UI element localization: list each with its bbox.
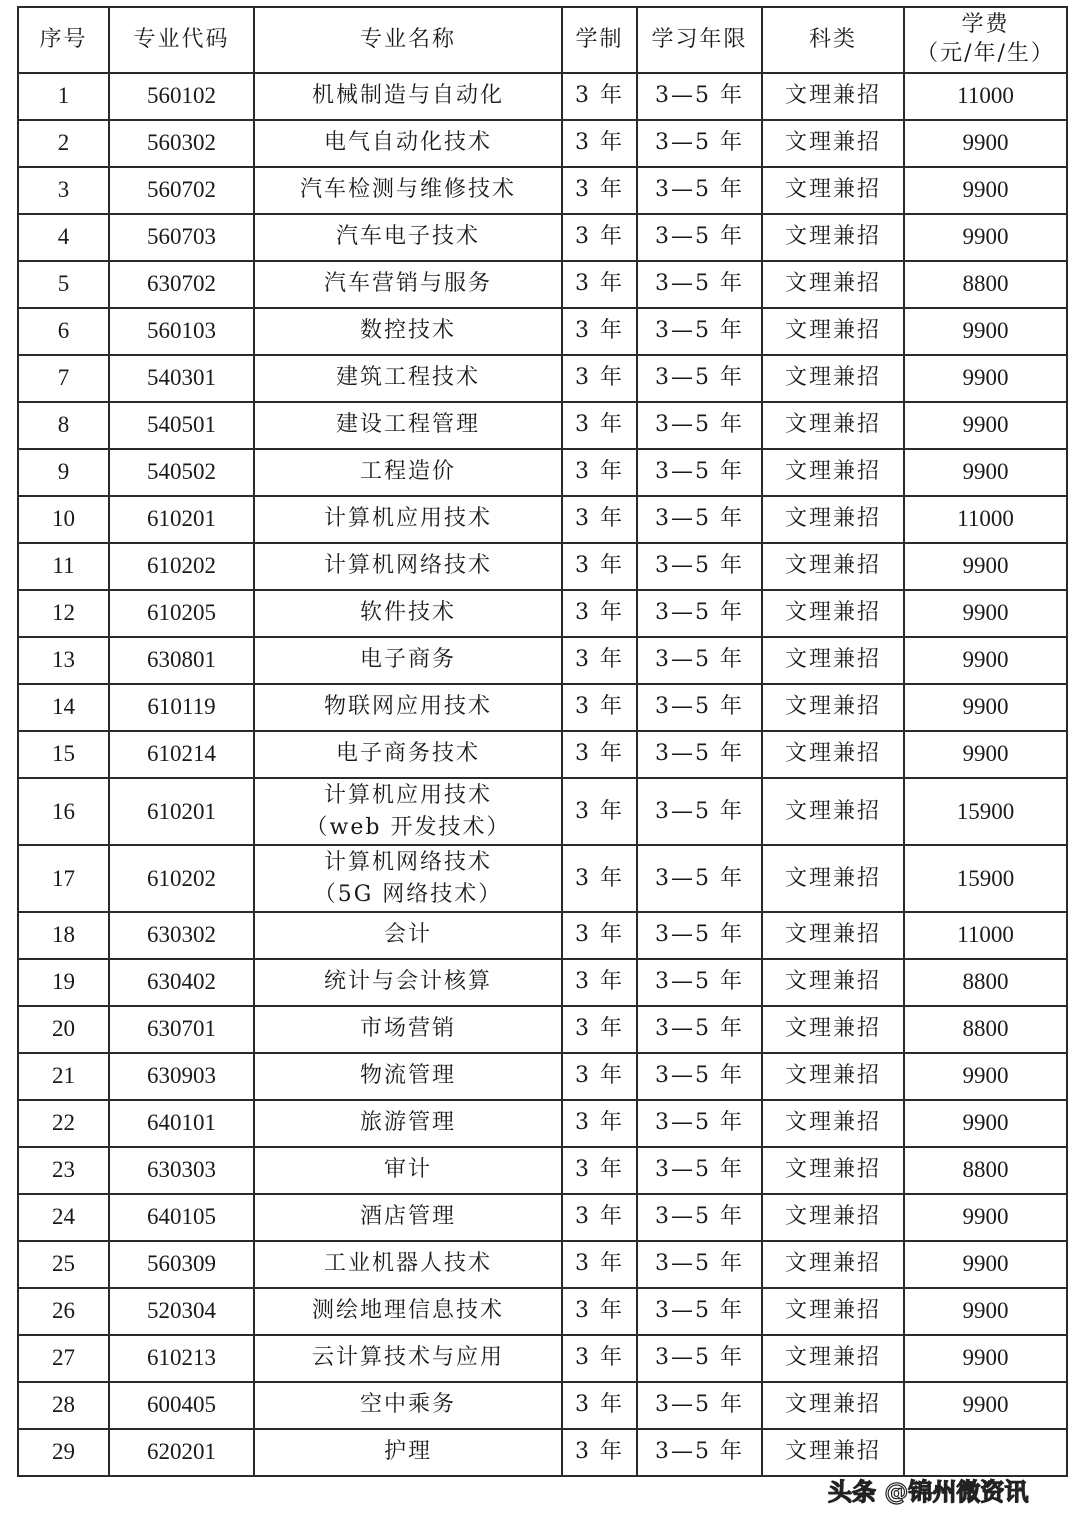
- cell-index: 22: [18, 1100, 109, 1147]
- table-body: [18, 73, 1067, 1476]
- header-name: 专业名称: [254, 7, 562, 73]
- cell-category: 文理兼招: [762, 449, 904, 496]
- cell-fee: 9900: [904, 1288, 1067, 1335]
- cell-code: 540301: [109, 355, 254, 402]
- table-row: [18, 167, 1067, 214]
- table-row: [18, 845, 1067, 912]
- cell-index: 24: [18, 1194, 109, 1241]
- cell-index: 21: [18, 1053, 109, 1100]
- cell-index: 27: [18, 1335, 109, 1382]
- cell-category: 文理兼招: [762, 912, 904, 959]
- cell-code: 610205: [109, 590, 254, 637]
- cell-fee: 11000: [904, 73, 1067, 120]
- cell-index: 11: [18, 543, 109, 590]
- cell-code: 560102: [109, 73, 254, 120]
- cell-category: 文理兼招: [762, 1194, 904, 1241]
- cell-category: 文理兼招: [762, 1288, 904, 1335]
- cell-fee: 9900: [904, 684, 1067, 731]
- cell-fee: 8800: [904, 1006, 1067, 1053]
- table-row: [18, 402, 1067, 449]
- cell-name: 软件技术: [254, 590, 562, 637]
- cell-fee: 9900: [904, 1382, 1067, 1429]
- table-row: [18, 496, 1067, 543]
- cell-category: 文理兼招: [762, 214, 904, 261]
- cell-fee: 11000: [904, 912, 1067, 959]
- cell-category: 文理兼招: [762, 1053, 904, 1100]
- cell-name: 电子商务: [254, 637, 562, 684]
- cell-code: 630402: [109, 959, 254, 1006]
- cell-code: 610201: [109, 496, 254, 543]
- table-row: [18, 543, 1067, 590]
- cell-study-years: 3—5 年: [637, 449, 762, 496]
- major-name-line2: （5G 网络技术）: [313, 881, 503, 907]
- majors-table-container: [17, 6, 1066, 1477]
- cell-index: 9: [18, 449, 109, 496]
- major-name-line1: 计算机网络技术: [323, 849, 492, 875]
- major-name-line1: 计算机应用技术: [323, 782, 492, 808]
- cell-category: 文理兼招: [762, 1335, 904, 1382]
- cell-category: 文理兼招: [762, 590, 904, 637]
- cell-name: 物流管理: [254, 1053, 562, 1100]
- cell-name: 市场营销: [254, 1006, 562, 1053]
- cell-name: 审计: [254, 1147, 562, 1194]
- cell-study-years: 3—5 年: [637, 214, 762, 261]
- cell-name: 工程造价: [254, 449, 562, 496]
- cell-name: 电子商务技术: [254, 731, 562, 778]
- table-row: [18, 1194, 1067, 1241]
- cell-index: 6: [18, 308, 109, 355]
- cell-fee: 9900: [904, 402, 1067, 449]
- cell-name: 汽车营销与服务: [254, 261, 562, 308]
- cell-code: 560703: [109, 214, 254, 261]
- cell-duration: 3 年: [562, 778, 637, 845]
- cell-duration: 3 年: [562, 355, 637, 402]
- table-row: [18, 959, 1067, 1006]
- cell-fee: 9900: [904, 1335, 1067, 1382]
- cell-category: 文理兼招: [762, 120, 904, 167]
- cell-fee: 8800: [904, 1147, 1067, 1194]
- cell-duration: 3 年: [562, 637, 637, 684]
- cell-code: 610202: [109, 543, 254, 590]
- cell-index: 4: [18, 214, 109, 261]
- table-row: [18, 1335, 1067, 1382]
- cell-study-years: 3—5 年: [637, 1147, 762, 1194]
- cell-fee: 15900: [904, 778, 1067, 845]
- cell-duration: 3 年: [562, 1335, 637, 1382]
- cell-index: 23: [18, 1147, 109, 1194]
- cell-study-years: 3—5 年: [637, 684, 762, 731]
- cell-category: 文理兼招: [762, 637, 904, 684]
- cell-code: 560702: [109, 167, 254, 214]
- cell-study-years: 3—5 年: [637, 543, 762, 590]
- majors-fee-table: [17, 6, 1068, 1477]
- table-header-row: [18, 7, 1067, 73]
- cell-fee: 9900: [904, 308, 1067, 355]
- cell-category: 文理兼招: [762, 402, 904, 449]
- cell-code: 610214: [109, 731, 254, 778]
- cell-study-years: 3—5 年: [637, 261, 762, 308]
- cell-category: 文理兼招: [762, 731, 904, 778]
- cell-code: 630801: [109, 637, 254, 684]
- cell-study-years: 3—5 年: [637, 1194, 762, 1241]
- cell-duration: 3 年: [562, 1100, 637, 1147]
- cell-fee: 9900: [904, 449, 1067, 496]
- cell-code: 620201: [109, 1429, 254, 1476]
- table-row: [18, 731, 1067, 778]
- cell-duration: 3 年: [562, 1194, 637, 1241]
- cell-index: 29: [18, 1429, 109, 1476]
- cell-name: 酒店管理: [254, 1194, 562, 1241]
- cell-name: 测绘地理信息技术: [254, 1288, 562, 1335]
- cell-study-years: 3—5 年: [637, 778, 762, 845]
- cell-fee: 8800: [904, 261, 1067, 308]
- cell-name: 电气自动化技术: [254, 120, 562, 167]
- cell-fee: 9900: [904, 1241, 1067, 1288]
- header-code: 专业代码: [109, 7, 254, 73]
- cell-code: 610213: [109, 1335, 254, 1382]
- cell-duration: 3 年: [562, 120, 637, 167]
- table-row: [18, 214, 1067, 261]
- cell-category: 文理兼招: [762, 167, 904, 214]
- cell-study-years: 3—5 年: [637, 73, 762, 120]
- cell-name: 建设工程管理: [254, 402, 562, 449]
- cell-code: 630903: [109, 1053, 254, 1100]
- cell-fee: [904, 1429, 1067, 1476]
- cell-fee: 9900: [904, 214, 1067, 261]
- cell-study-years: 3—5 年: [637, 1335, 762, 1382]
- table-row: [18, 1288, 1067, 1335]
- header-fee-label: 学费: [961, 12, 1010, 38]
- table-row: [18, 684, 1067, 731]
- table-row: [18, 308, 1067, 355]
- cell-duration: 3 年: [562, 731, 637, 778]
- cell-duration: 3 年: [562, 1006, 637, 1053]
- cell-study-years: 3—5 年: [637, 1288, 762, 1335]
- watermark-text: 头条 @锦州微资讯: [828, 1478, 1029, 1506]
- cell-category: 文理兼招: [762, 355, 904, 402]
- cell-name: [254, 845, 562, 912]
- cell-code: 520304: [109, 1288, 254, 1335]
- cell-fee: 9900: [904, 1194, 1067, 1241]
- cell-duration: 3 年: [562, 1241, 637, 1288]
- cell-fee: 9900: [904, 637, 1067, 684]
- cell-name: 空中乘务: [254, 1382, 562, 1429]
- cell-code: 560103: [109, 308, 254, 355]
- cell-duration: 3 年: [562, 214, 637, 261]
- cell-duration: 3 年: [562, 308, 637, 355]
- cell-name: 物联网应用技术: [254, 684, 562, 731]
- cell-name: 数控技术: [254, 308, 562, 355]
- cell-name: 会计: [254, 912, 562, 959]
- cell-study-years: 3—5 年: [637, 637, 762, 684]
- cell-category: 文理兼招: [762, 1006, 904, 1053]
- cell-duration: 3 年: [562, 402, 637, 449]
- cell-name: [254, 778, 562, 845]
- table-row: [18, 449, 1067, 496]
- cell-duration: 3 年: [562, 449, 637, 496]
- cell-name: 旅游管理: [254, 1100, 562, 1147]
- cell-fee: 9900: [904, 543, 1067, 590]
- cell-duration: 3 年: [562, 543, 637, 590]
- cell-index: 2: [18, 120, 109, 167]
- cell-category: 文理兼招: [762, 1100, 904, 1147]
- cell-category: 文理兼招: [762, 845, 904, 912]
- cell-index: 14: [18, 684, 109, 731]
- cell-study-years: 3—5 年: [637, 402, 762, 449]
- cell-category: 文理兼招: [762, 1382, 904, 1429]
- cell-code: 640105: [109, 1194, 254, 1241]
- cell-index: 25: [18, 1241, 109, 1288]
- cell-name: 工业机器人技术: [254, 1241, 562, 1288]
- cell-name: 计算机应用技术: [254, 496, 562, 543]
- header-fee-unit: （元/年/生）: [916, 41, 1055, 66]
- cell-code: 600405: [109, 1382, 254, 1429]
- cell-name: 护理: [254, 1429, 562, 1476]
- cell-index: 1: [18, 73, 109, 120]
- header-category: 科类: [762, 7, 904, 73]
- cell-study-years: 3—5 年: [637, 1241, 762, 1288]
- table-row: [18, 1429, 1067, 1476]
- cell-duration: 3 年: [562, 1429, 637, 1476]
- cell-study-years: 3—5 年: [637, 120, 762, 167]
- cell-duration: 3 年: [562, 959, 637, 1006]
- cell-category: 文理兼招: [762, 261, 904, 308]
- cell-fee: 9900: [904, 355, 1067, 402]
- major-name-line2: （web 开发技术）: [305, 814, 511, 840]
- cell-index: 7: [18, 355, 109, 402]
- cell-index: 26: [18, 1288, 109, 1335]
- cell-duration: 3 年: [562, 590, 637, 637]
- cell-duration: 3 年: [562, 1288, 637, 1335]
- cell-code: 610119: [109, 684, 254, 731]
- cell-study-years: 3—5 年: [637, 308, 762, 355]
- cell-name: 汽车电子技术: [254, 214, 562, 261]
- cell-index: 15: [18, 731, 109, 778]
- table-row: [18, 1100, 1067, 1147]
- cell-index: 13: [18, 637, 109, 684]
- cell-study-years: 3—5 年: [637, 1382, 762, 1429]
- table-row: [18, 637, 1067, 684]
- cell-category: 文理兼招: [762, 543, 904, 590]
- cell-duration: 3 年: [562, 1053, 637, 1100]
- cell-index: 16: [18, 778, 109, 845]
- cell-code: 630701: [109, 1006, 254, 1053]
- cell-duration: 3 年: [562, 845, 637, 912]
- cell-duration: 3 年: [562, 496, 637, 543]
- cell-code: 560309: [109, 1241, 254, 1288]
- table-row: [18, 1241, 1067, 1288]
- cell-study-years: 3—5 年: [637, 845, 762, 912]
- cell-category: 文理兼招: [762, 778, 904, 845]
- cell-category: 文理兼招: [762, 308, 904, 355]
- cell-code: 560302: [109, 120, 254, 167]
- cell-fee: 9900: [904, 1053, 1067, 1100]
- cell-category: 文理兼招: [762, 959, 904, 1006]
- cell-duration: 3 年: [562, 684, 637, 731]
- cell-fee: 9900: [904, 167, 1067, 214]
- cell-fee: 9900: [904, 1100, 1067, 1147]
- cell-fee: 9900: [904, 590, 1067, 637]
- cell-study-years: 3—5 年: [637, 590, 762, 637]
- cell-duration: 3 年: [562, 73, 637, 120]
- cell-index: 3: [18, 167, 109, 214]
- cell-category: 文理兼招: [762, 496, 904, 543]
- cell-study-years: 3—5 年: [637, 912, 762, 959]
- table-row: [18, 261, 1067, 308]
- table-row: [18, 1053, 1067, 1100]
- cell-category: 文理兼招: [762, 684, 904, 731]
- cell-name: 建筑工程技术: [254, 355, 562, 402]
- table-row: [18, 1147, 1067, 1194]
- cell-study-years: 3—5 年: [637, 959, 762, 1006]
- cell-fee: 9900: [904, 731, 1067, 778]
- cell-index: 10: [18, 496, 109, 543]
- header-study-years: 学习年限: [637, 7, 762, 73]
- cell-name: 云计算技术与应用: [254, 1335, 562, 1382]
- cell-category: 文理兼招: [762, 1147, 904, 1194]
- cell-code: 540502: [109, 449, 254, 496]
- cell-study-years: 3—5 年: [637, 496, 762, 543]
- cell-code: 630303: [109, 1147, 254, 1194]
- cell-category: 文理兼招: [762, 73, 904, 120]
- cell-code: 640101: [109, 1100, 254, 1147]
- header-index: 序号: [18, 7, 109, 73]
- cell-fee: 15900: [904, 845, 1067, 912]
- cell-index: 12: [18, 590, 109, 637]
- table-row: [18, 73, 1067, 120]
- cell-duration: 3 年: [562, 1147, 637, 1194]
- cell-category: 文理兼招: [762, 1429, 904, 1476]
- table-row: [18, 120, 1067, 167]
- cell-index: 8: [18, 402, 109, 449]
- cell-code: 610202: [109, 845, 254, 912]
- cell-code: 540501: [109, 402, 254, 449]
- cell-study-years: 3—5 年: [637, 1006, 762, 1053]
- cell-study-years: 3—5 年: [637, 1053, 762, 1100]
- table-row: [18, 355, 1067, 402]
- cell-fee: 9900: [904, 120, 1067, 167]
- table-row: [18, 1006, 1067, 1053]
- table-row: [18, 912, 1067, 959]
- cell-category: 文理兼招: [762, 1241, 904, 1288]
- cell-code: 630702: [109, 261, 254, 308]
- cell-name: 统计与会计核算: [254, 959, 562, 1006]
- cell-fee: 11000: [904, 496, 1067, 543]
- cell-duration: 3 年: [562, 167, 637, 214]
- cell-study-years: 3—5 年: [637, 167, 762, 214]
- cell-index: 28: [18, 1382, 109, 1429]
- header-duration: 学制: [562, 7, 637, 73]
- cell-name: 计算机网络技术: [254, 543, 562, 590]
- cell-study-years: 3—5 年: [637, 731, 762, 778]
- table-row: [18, 778, 1067, 845]
- cell-code: 610201: [109, 778, 254, 845]
- cell-index: 19: [18, 959, 109, 1006]
- cell-code: 630302: [109, 912, 254, 959]
- cell-duration: 3 年: [562, 1382, 637, 1429]
- cell-study-years: 3—5 年: [637, 1100, 762, 1147]
- table-row: [18, 590, 1067, 637]
- cell-duration: 3 年: [562, 912, 637, 959]
- cell-study-years: 3—5 年: [637, 1429, 762, 1476]
- cell-name: 汽车检测与维修技术: [254, 167, 562, 214]
- cell-fee: 8800: [904, 959, 1067, 1006]
- cell-index: 17: [18, 845, 109, 912]
- cell-study-years: 3—5 年: [637, 355, 762, 402]
- cell-index: 20: [18, 1006, 109, 1053]
- cell-name: 机械制造与自动化: [254, 73, 562, 120]
- header-fee: [904, 7, 1067, 73]
- table-row: [18, 1382, 1067, 1429]
- cell-index: 5: [18, 261, 109, 308]
- cell-index: 18: [18, 912, 109, 959]
- cell-duration: 3 年: [562, 261, 637, 308]
